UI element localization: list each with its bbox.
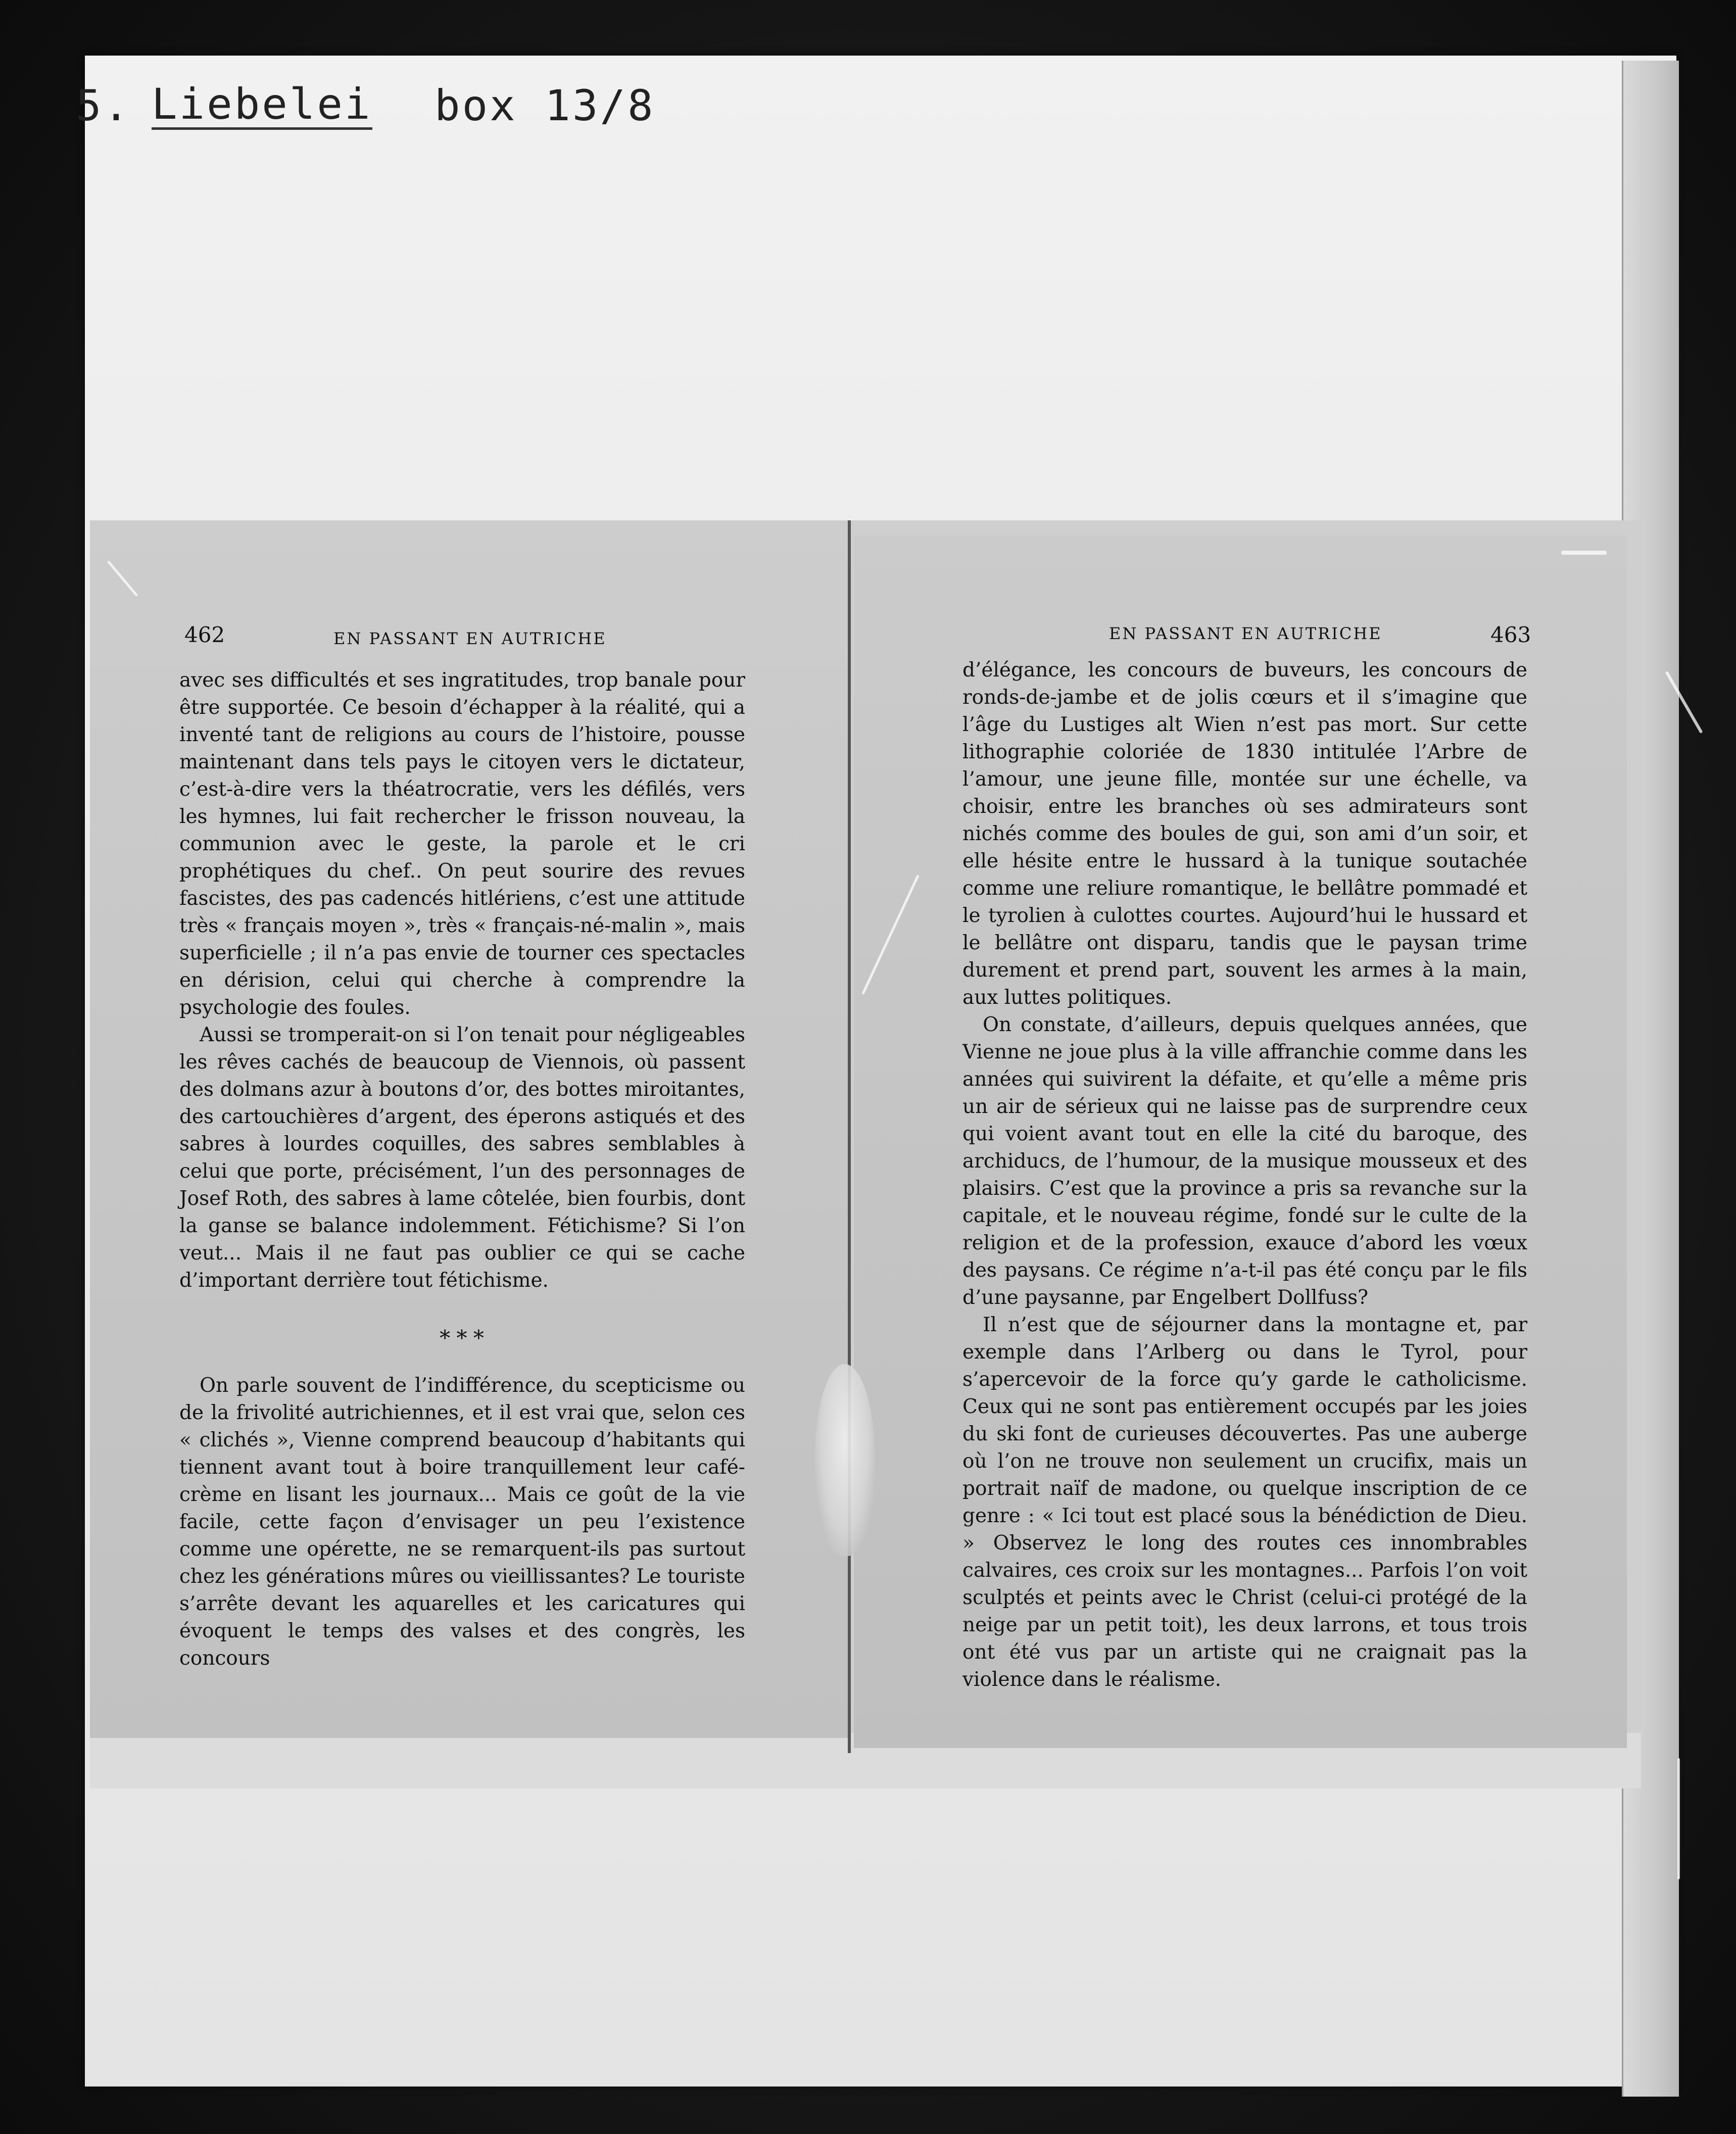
page-gutter bbox=[848, 520, 851, 1753]
tape-mark bbox=[814, 1364, 875, 1556]
left-running-head: EN PASSANT EN AUTRICHE bbox=[333, 629, 607, 648]
section-asterism: * * * bbox=[440, 1326, 485, 1350]
right-paragraph-2: On constate, d’ailleurs, depuis quelques années, que Vienne ne joue plus à la ville affranchie comme dans les années qui suivirent la défaite, et qu’elle a même pris un air de sérieux qui ne laisse pas de surprendre ceux qui voient avant tout en elle la cité du baroque, des archiducs, de l’humour, de la musique mousseux et des plaisirs. C’est que la province a pris sa revanche sur la capitale, et le nouveau régime, fondé sur le culte de la religion et de la profession, exauce d’abord les vœux des paysans. Ce régime n’a-t-il pas été conçu par le fils d’une paysanne, par Engelbert Dollfuss? bbox=[962, 1013, 1527, 1309]
right-running-head: EN PASSANT EN AUTRICHE bbox=[1109, 624, 1382, 643]
left-paragraph-1: avec ses difficultés et ses ingratitudes, trop banale pour être supportée. Ce besoin d’échapper à la réalité, qui a inventé tant de religions au cours de l’histoire, pousse maintenant dans tels pays le citoyen vers le dictateur, c’est-à-dire vers la théatrocratie, vers les défilés, vers les hymnes, lui fait rechercher le frisson nouveau, la communion avec le geste, la parole et le cri prophétiques du chef.. On peut sourire des revues fascistes, des pas cadencés hitlériens, c’est une attitude très « français moyen », très « français-né-malin », mais superficielle ; il n’a pas envie de tourner ces spectacles en dérision, celui qui cherche à comprendre la psychologie des foules. bbox=[179, 669, 745, 1019]
item-number: 5. bbox=[76, 81, 131, 130]
left-paragraph-2: Aussi se tromperait-on si l’on tenait pour négligeables les rêves cachés de beaucoup de Viennois, où passent des dolmans azur à boutons d’or, des bottes miroitantes, des cartouchières d’argent, des éperons astiqués et des sabres à lourdes coquilles, des sabres semblables à celui que porte, précisément, l’un des personnages de Josef Roth, des sabres à lame côtelée, bien fourbis, dont la ganse se balance indolemment. Fétichisme? Si l’on veut... Mais il ne faut pas oublier ce qui se cache d’important derrière tout fétichisme. bbox=[179, 1024, 745, 1292]
left-paragraph-3: On parle souvent de l’indifférence, du scepticisme ou de la frivolité autrichiennes, et il est vrai que, selon ces « clichés », Vienne comprend beaucoup d’habitants qui tiennent avant tout à boire tranquillement leur café-crème en lisant les journaux... Mais ce goût de la vie facile, cette façon d’envisager un peu l’existence comme une opérette, ne se remarquent-ils pas surtout chez les générations mûres ou vieillissantes? Le touriste s’arrête devant les aquarelles et les caricatures qui évoquent le temps des valses et des congrès, les concours bbox=[179, 1374, 745, 1670]
right-text-column bbox=[962, 657, 1527, 1693]
right-paragraph-3: Il n’est que de séjourner dans la montagne et, par exemple dans l’Arlberg ou dans le Tyrol, pour s’apercevoir de la force qu’y garde le catholicisme. Ceux qui ne sont pas entièrement occupés par les joies du ski font de curieuses découvertes. Pas une auberge où l’on ne trouve non seulement un crucifix, mais un portrait naïf de madone, ou quelque inscription de ce genre : « Ici tout est placé sous la bénédiction de Dieu. » Observez le long des routes ces innombrables calvaires, ces croix sur les montagnes... Parfois l’on voit sculptés et peints avec le Christ (celui-ci protégé de la neige par un petit toit), les deux larrons, et tous trois ont été vus par un artiste qui ne craignait pas la violence dans le réalisme. bbox=[962, 1314, 1527, 1691]
film-scratch bbox=[1561, 551, 1607, 555]
box-reference: box 13/8 bbox=[435, 81, 655, 130]
left-page-number: 462 bbox=[184, 622, 225, 647]
right-paragraph-1: d’élégance, les concours de buveurs, les concours de ronds-de-jambe et de jolis cœurs et il s’imagine que l’âge du Lustiges alt Wien n’est pas mort. Sur cette lithographie coloriée de 1830 intitulée l’Arbre de l’amour, une jeune fille, montée sur une échelle, va choisir, entre les branches où ses admirateurs sont nichés comme des boules de gui, son ami d’un soir, et elle hésite entre le hussard à la tunique soutachée comme une reliure romantique, le bellâtre pommadé et le tyrolien à culottes courtes. Aujourd’hui le hussard et le bellâtre ont disparu, tandis que le paysan trime durement et prend part, souvent les armes à la main, aux luttes politiques. bbox=[962, 659, 1527, 1009]
right-page-number: 463 bbox=[1490, 622, 1531, 647]
left-text-column bbox=[179, 667, 745, 1672]
item-title: Liebelei bbox=[152, 81, 372, 130]
film-scratch bbox=[1677, 1758, 1680, 1879]
